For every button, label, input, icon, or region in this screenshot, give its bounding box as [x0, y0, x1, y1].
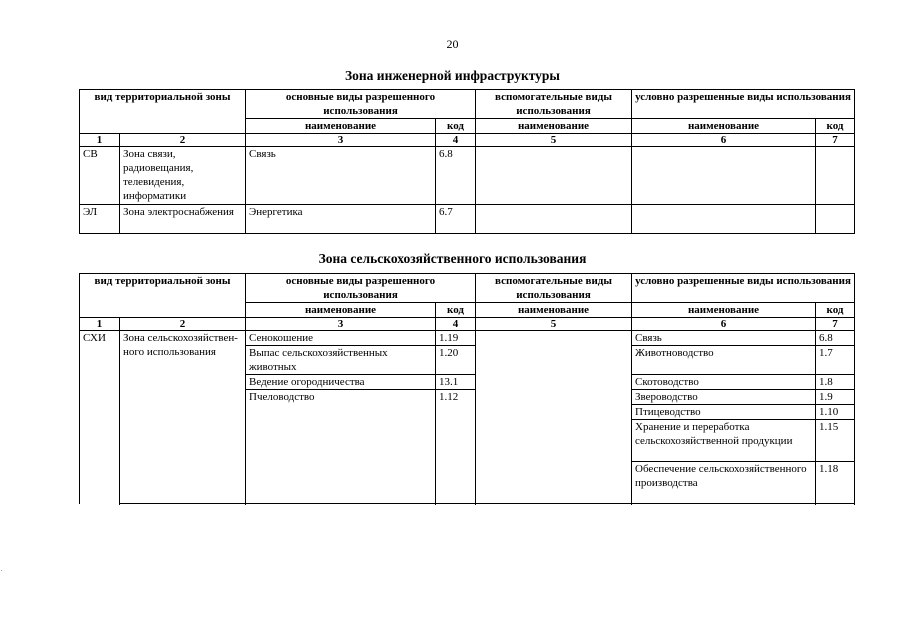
table-row [80, 147, 855, 205]
col-number: 1 [80, 134, 120, 147]
col-number: 6 [632, 134, 816, 147]
section-title-agricultural: Зона сельскохозяйственного использования [318, 251, 587, 266]
cond-code-cell [816, 205, 855, 234]
header-code: код [436, 303, 476, 318]
zone-name: Зона связи, радиовещания, телевидения, информатики [120, 147, 246, 205]
header-code: код [436, 119, 476, 134]
main-use-code: 1.19 [436, 331, 476, 346]
col-number: 2 [120, 134, 246, 147]
col-number: 1 [80, 318, 120, 331]
header-zone-type: вид территориальной зоны [80, 274, 246, 318]
table-row [80, 205, 855, 234]
header-code: код [816, 303, 855, 318]
cond-use-name: Птицеводство [632, 405, 816, 420]
header-name: наименование [246, 303, 436, 318]
header-main-uses: основные виды разрешенного использования [246, 90, 476, 119]
zone-abbr: СХИ [80, 331, 120, 504]
cond-use-name: Животноводство [632, 346, 816, 375]
zone-name: Зона сельскохозяйствен-ного использования [120, 331, 246, 504]
col-number: 2 [120, 318, 246, 331]
aux-use-cell [476, 205, 632, 234]
col-number: 5 [476, 318, 632, 331]
header-cond-uses: условно разрешенные виды использования [632, 90, 855, 119]
aux-use-cell [476, 147, 632, 205]
table-infrastructure [79, 89, 855, 234]
cond-use-name: Скотоводство [632, 375, 816, 390]
main-use-code: 1.12 [436, 390, 476, 504]
col-number: 7 [816, 318, 855, 331]
col-number: 5 [476, 134, 632, 147]
use-code: 6.8 [436, 147, 476, 205]
header-zone-type: вид территориальной зоны [80, 90, 246, 134]
col-number: 7 [816, 134, 855, 147]
zone-abbr: СВ [80, 147, 120, 205]
header-aux-uses: вспомогательные виды использования [476, 274, 632, 303]
header-name: наименование [246, 119, 436, 134]
zone-abbr: ЭЛ [80, 205, 120, 234]
header-code: код [816, 119, 855, 134]
main-use-name: Сенокошение [246, 331, 436, 346]
col-number: 3 [246, 134, 436, 147]
use-name: Связь [246, 147, 436, 205]
cond-use-name: Обеспечение сельскохозяйственного производства [632, 462, 816, 504]
col-number: 4 [436, 134, 476, 147]
cond-use-code: 1.15 [816, 420, 855, 462]
header-name: наименование [476, 119, 632, 134]
cond-use-name: Звероводство [632, 390, 816, 405]
col-number: 4 [436, 318, 476, 331]
use-name: Энергетика [246, 205, 436, 234]
main-use-code: 1.20 [436, 346, 476, 375]
col-number: 3 [246, 318, 436, 331]
header-name: наименование [632, 119, 816, 134]
header-name: наименование [476, 303, 632, 318]
cond-use-code: 1.18 [816, 462, 855, 504]
cond-use-cell [632, 147, 816, 205]
cond-use-code: 1.7 [816, 346, 855, 375]
cond-use-code: 1.9 [816, 390, 855, 405]
cond-code-cell [816, 147, 855, 205]
use-code: 6.7 [436, 205, 476, 234]
cond-use-code: 1.10 [816, 405, 855, 420]
cond-use-code: 1.8 [816, 375, 855, 390]
main-use-code: 13.1 [436, 375, 476, 390]
header-name: наименование [632, 303, 816, 318]
cond-use-name: Связь [632, 331, 816, 346]
col-number: 6 [632, 318, 816, 331]
main-use-name: Пчеловодство [246, 390, 436, 504]
page-number: 20 [446, 37, 459, 51]
zone-name: Зона электроснабжения [120, 205, 246, 234]
cond-use-name: Хранение и переработка сельскохозяйственной продукции [632, 420, 816, 462]
main-use-name: Ведение огородничества [246, 375, 436, 390]
table-agricultural [79, 273, 855, 504]
header-aux-uses: вспомогательные виды использования [476, 90, 632, 119]
section-title-infrastructure: Зона инженерной инфраструктуры [345, 68, 560, 83]
header-main-uses: основные виды разрешенного использования [246, 274, 476, 303]
aux-use-cell [476, 331, 632, 504]
header-cond-uses: условно разрешенные виды использования [632, 274, 855, 303]
table-row [80, 331, 855, 346]
cond-use-cell [632, 205, 816, 234]
cond-use-code: 6.8 [816, 331, 855, 346]
scan-mark: . [1, 567, 3, 573]
main-use-name: Выпас сельскохозяйственных животных [246, 346, 436, 375]
